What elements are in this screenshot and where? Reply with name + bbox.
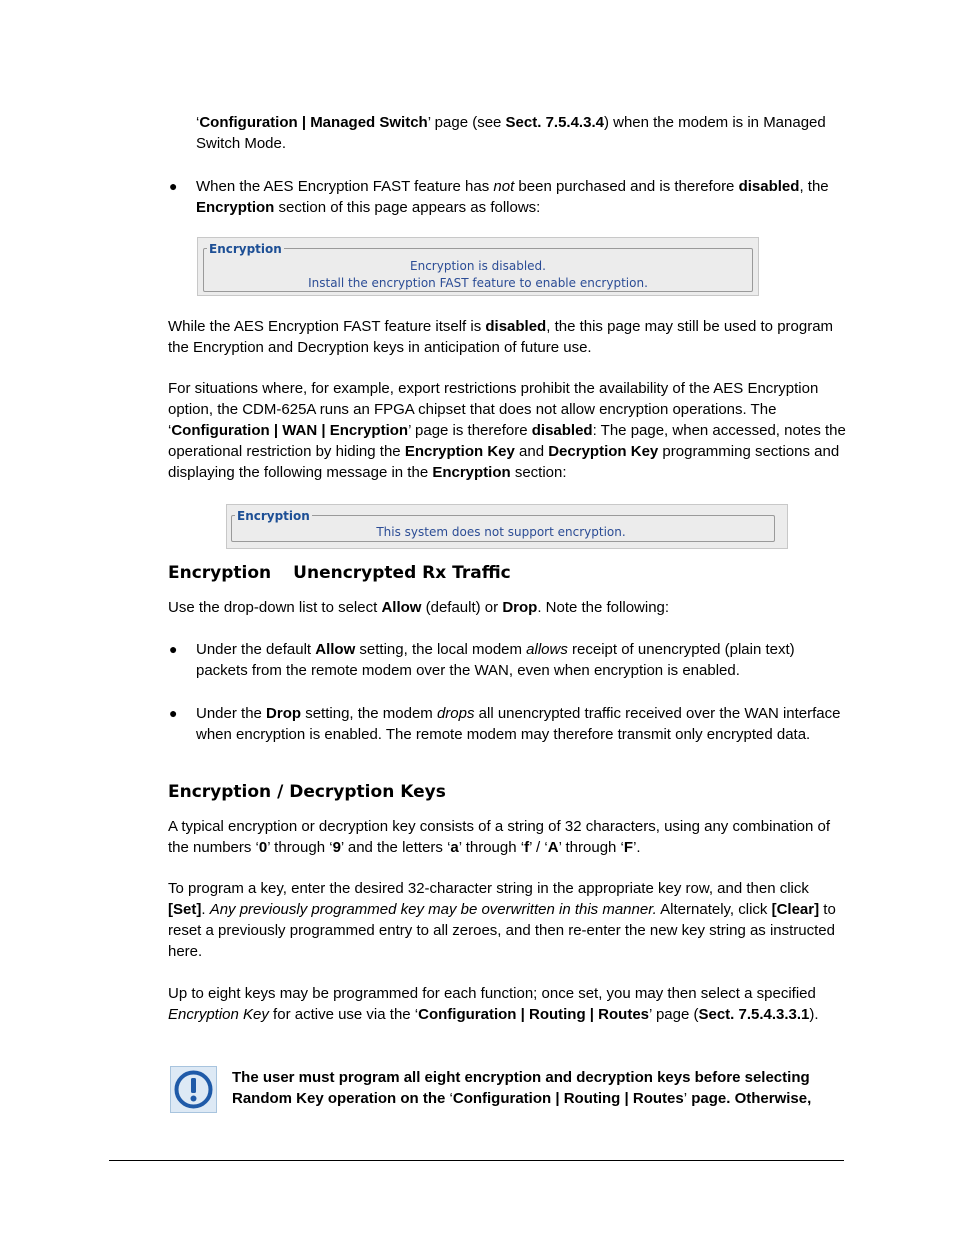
bullet-feature-disabled: When the AES Encryption FAST feature has not been purchased and is therefore disabled, the Encryption section of this page appears as follows: (196, 178, 829, 216)
info-exclamation-icon (170, 1066, 217, 1113)
encryption-unsupported-line: This system does not support encryption. (376, 525, 626, 539)
encryption-disabled-line1: Encryption is disabled. (410, 259, 546, 273)
note-text: The user must program all eight encryption and decryption keys before selecting Random Key operation on the ‘Configuration | Routing | Routes’ page. Otherwise, (232, 1069, 812, 1107)
encryption-unsupported-panel (226, 504, 788, 549)
bullet-dot: ● (169, 705, 178, 721)
dropdown-paragraph: Use the drop-down list to select Allow (default) or Drop. Note the following: (168, 599, 670, 616)
bullet-dot: ● (169, 178, 178, 194)
export-paragraph: For situations where, for example, export restrictions prohibit the availability of the AES Encryption option, the CDM-625A runs an FPGA chipset that does not allow encryption operations. The ‘Configuration | WAN | Encryption’ page is therefore disabled: The page, when accessed, notes the operational restriction by hiding the Encryption Key and Decryption Key programming sections and displaying the following message in the Encryption section: (168, 380, 846, 481)
encryption-legend: Encryption (209, 242, 282, 256)
encryption-legend: Encryption (237, 509, 310, 523)
eight-keys-paragraph: Up to eight keys may be programmed for each function; once set, you may then select a specified Encryption Key for active use via the ‘Configuration | Routing | Routes’ page (Sect. 7.5.4.3.3.1). (168, 985, 819, 1023)
bullet-dot: ● (169, 641, 178, 657)
typical-key-paragraph: A typical encryption or decryption key consists of a string of 32 characters, using any combination of the numbers ‘0’ through ‘9’ and the letters ‘a’ through ‘f’ / ‘A’ through ‘F’. (168, 818, 831, 856)
encryption-disabled-line2: Install the encryption FAST feature to enable encryption. (308, 276, 648, 290)
encryption-disabled-panel (197, 237, 759, 296)
section-heading-unencrypted-rx: Encryption Unencrypted Rx Traffic (168, 563, 511, 583)
footer-rule (109, 1160, 844, 1161)
intro-paragraph: ‘Configuration | Managed Switch’ page (see Sect. 7.5.4.3.4) when the modem is in Managed Switch Mode. (196, 114, 826, 152)
section-heading-keys: Encryption / Decryption Keys (168, 782, 446, 802)
bullet-allow: Under the default Allow setting, the local modem allows receipt of unencrypted (plain text) packets from the remote modem over the WAN, even when encryption is enabled. (196, 641, 795, 679)
while-paragraph: While the AES Encryption FAST feature itself is disabled, the this page may still be used to program the Encryption and Decryption keys in anticipation of future use. (168, 318, 834, 356)
program-key-paragraph: To program a key, enter the desired 32-character string in the appropriate key row, and then click [Set]. Any previously programmed key may be overwritten in this manner. Alternately, click [Clear] to reset a previously programmed entry to all zeroes, and then re-enter the new key string as instructed here. (168, 880, 836, 960)
bullet-drop: Under the Drop setting, the modem drops all unencrypted traffic received over the WAN interface when encryption is enabled. The remote modem may therefore transmit only encrypted data. (196, 705, 841, 743)
